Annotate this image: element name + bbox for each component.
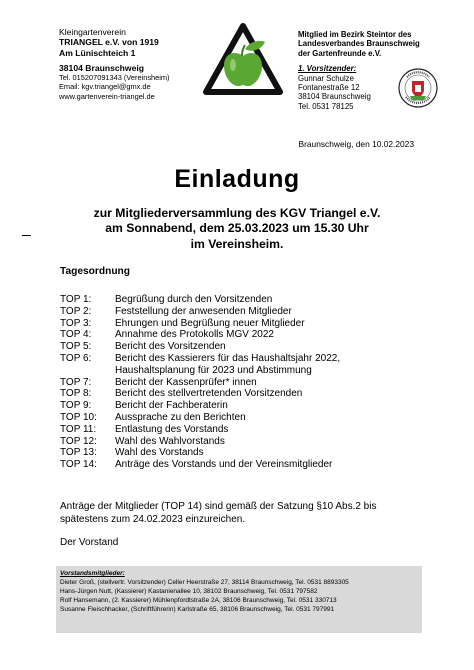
agenda-item-text-line: Feststellung der anwesenden Mitglieder [115, 305, 292, 317]
agenda-item-number: TOP 14: [60, 459, 97, 471]
club-website: www.gartenverein-triangel.de [59, 91, 155, 101]
agenda-item [60, 447, 340, 459]
agenda-item-text [115, 318, 305, 330]
agenda-item-text-line: Bericht des stellvertretenden Vorsitzenden [115, 388, 303, 400]
motion-deadline-note: Anträge der Mitglieder (TOP 14) sind gemäß der Satzung §10 Abs.2 bis spätestens zum 24.02.2023 einzureichen. [60, 501, 377, 525]
agenda-item-number: TOP 1: [60, 294, 92, 305]
apple-triangle-logo [202, 22, 284, 104]
agenda-item-number: TOP 3: [60, 317, 92, 329]
agenda-item-text [115, 341, 226, 353]
subtitle-line-2: am Sonnabend, dem 25.03.2023 um 15.30 Uhr [105, 221, 369, 236]
footer-line: Susanne Fleischhacker, (Schriftführerin) Karlstraße 65, 38106 Braunschweig, Tel. 0531 797991 [60, 605, 335, 613]
agenda-heading: Tagesordnung [60, 266, 130, 277]
subtitle-line-3: im Vereinsheim. [190, 236, 284, 251]
agenda-item-text [115, 400, 228, 412]
agenda-item-number: TOP 10: [60, 411, 97, 423]
agenda-item-text [115, 377, 257, 389]
agenda-item-text-line: Haushaltsplanung für 2023 und Abstimmung [115, 364, 312, 376]
agenda-item [60, 294, 340, 306]
agenda-item [60, 459, 340, 471]
agenda-item-text [115, 388, 302, 400]
club-email: Email: kgv.triangel@gmx.de [59, 82, 151, 92]
agenda-item-text [115, 459, 332, 471]
member-line-2: Landesverbandes Braunschweig [298, 39, 420, 49]
footer-line: Rolf Hansemann, (2. Kassierer) Mühlenpfordtstraße 2A, 38106 Braunschweig, Tel. 0531 330713 [60, 596, 337, 604]
club-city: 38104 Braunschweig [59, 62, 145, 73]
agenda-item [60, 306, 340, 318]
agenda-item-text-line: Wahl des Wahlvorstands [115, 435, 225, 447]
agenda-item-text [115, 447, 204, 459]
agenda-item-number: TOP 4: [60, 329, 92, 341]
agenda-item-text-line: Aussprache zu den Berichten [115, 411, 246, 423]
chair-phone: Tel. 0531 78125 [298, 101, 354, 111]
footer-line: Dieter Groß, (stellvertr. Vorsitzender) Celler Heerstraße 27, 38114 Braunschweig, Tel. 0531 8893305 [60, 578, 349, 586]
club-address-block [59, 27, 170, 101]
agenda-item-text-line: Entlastung des Vorstands [115, 423, 229, 435]
chair-street: Fontanestraße 12 [298, 83, 360, 93]
agenda-item-text [115, 424, 228, 436]
chair-name: Gunnar Schulze [298, 73, 354, 83]
agenda-item-text-line: Bericht des Kassierers für das Haushaltsjahr 2022, [115, 352, 341, 364]
agenda-item-text [115, 294, 272, 306]
agenda-item-text [115, 436, 225, 448]
agenda-item-text [115, 329, 274, 341]
club-name-line2: TRIANGEL e.V. von 1919 [59, 37, 159, 48]
member-line-3: der Gartenfreunde e.V. [298, 48, 382, 58]
subtitle-line-1: zur Mitgliederversammlung des KGV Triangel e.V. [93, 206, 381, 220]
meeting-subtitle [0, 206, 474, 252]
club-name: Kleingartenverein [59, 27, 126, 37]
agenda-item-number: TOP 11: [60, 423, 97, 435]
agenda-item-text-line: Anträge des Vorstands und der Vereinsmitglieder [115, 459, 333, 471]
agenda-item-number: TOP 8: [60, 388, 92, 400]
agenda-item [60, 400, 340, 412]
agenda-item-number: TOP 5: [60, 341, 92, 353]
agenda-item-number: TOP 9: [60, 400, 92, 412]
agenda-item-text-line: Bericht des Vorsitzenden [115, 341, 226, 353]
agenda-item-text-line: Wahl des Vorstands [115, 447, 204, 459]
agenda-item-number: TOP 12: [60, 435, 97, 447]
agenda-item-text [115, 353, 340, 377]
agenda-item [60, 424, 340, 436]
club-phone: Tel. 015207091343 (Vereinsheim) [59, 73, 170, 83]
agenda-item-number: TOP 6: [60, 352, 92, 364]
agenda-item-text-line: Ehrungen und Begrüßung neuer Mitglieder [115, 317, 305, 329]
agenda-item-text [115, 306, 292, 318]
agenda-item [60, 341, 340, 353]
agenda-item-text-line: Annahme des Protokolls MGV 2022 [115, 329, 274, 341]
agenda-item [60, 388, 340, 400]
agenda-item-number: TOP 13: [60, 447, 97, 459]
agenda-item-text-line: Begrüßung durch den Vorsitzenden [115, 294, 273, 305]
agenda-item [60, 436, 340, 448]
document-date: Braunschweig, den 10.02.2023 [298, 139, 414, 149]
signature: Der Vorstand [60, 537, 119, 548]
association-seal-icon [398, 68, 438, 108]
member-line-1: Mitglied im Bezirk Steintor des [298, 30, 412, 39]
chair-city: 38104 Braunschweig [298, 92, 371, 102]
footer-line: Hans-Jürgen Nutt, (Kassierer) Kastanienallee 10, 38102 Braunschweig, Tel. 0531 797582 [60, 587, 318, 595]
club-street: Am Lünischteich 1 [59, 47, 136, 58]
agenda-item [60, 412, 340, 424]
agenda-item-text [115, 412, 246, 424]
agenda-item-number: TOP 2: [60, 305, 92, 317]
chair-label: 1. Vorsitzender: [298, 64, 357, 74]
agenda-list [60, 294, 340, 471]
document-title: Einladung [174, 165, 300, 193]
agenda-item-text-line: Bericht der Kassenprüfer* innen [115, 376, 257, 388]
agenda-item [60, 318, 340, 330]
board-members-footer [56, 566, 422, 633]
agenda-item-text-line: Bericht der Fachberaterin [115, 400, 228, 412]
fold-mark [22, 235, 31, 236]
footer-heading: Vorstandsmitglieder: [60, 570, 125, 577]
agenda-item [60, 329, 340, 341]
agenda-item-number: TOP 7: [60, 376, 92, 388]
agenda-item [60, 353, 340, 377]
agenda-item [60, 377, 340, 389]
